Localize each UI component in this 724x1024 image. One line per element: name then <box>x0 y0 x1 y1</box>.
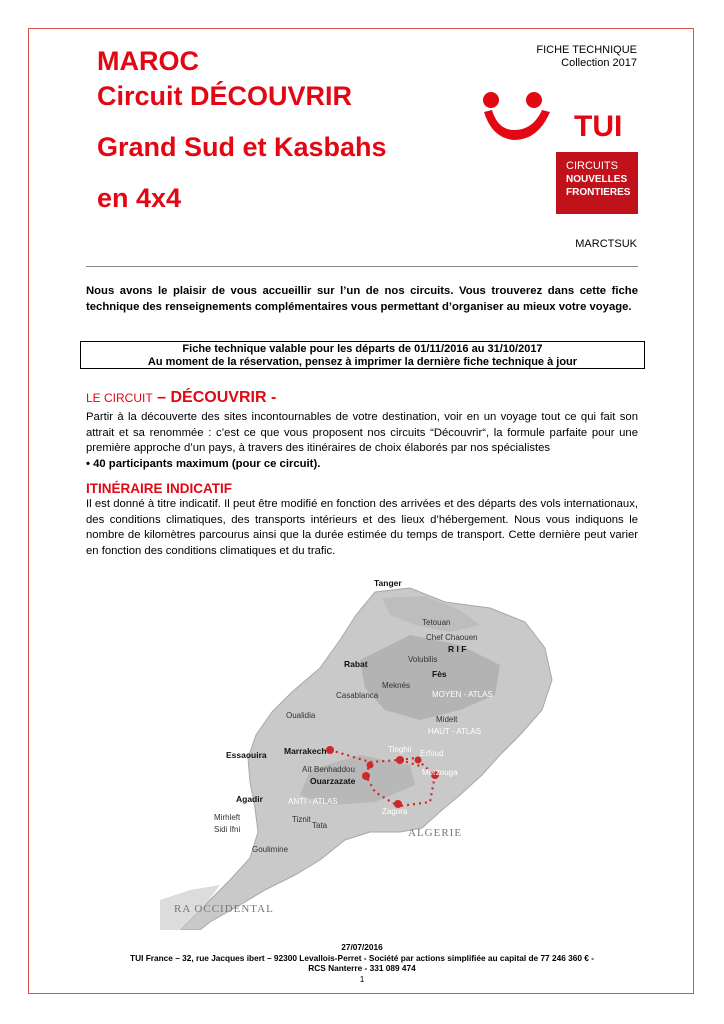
label-ouarzazate: Ouarzazate <box>310 776 356 786</box>
title-country: MAROC <box>97 46 199 76</box>
label-essaouira: Essaouira <box>226 750 267 760</box>
itinerary-heading: ITINÉRAIRE INDICATIF <box>86 481 232 496</box>
label-moyen-atlas: MOYEN - ATLAS <box>432 690 493 699</box>
collection: Collection 2017 <box>561 57 637 69</box>
label-tiznit: Tiznit <box>292 815 311 824</box>
route-map <box>160 570 570 930</box>
label-midelt: Midelt <box>436 715 458 724</box>
circuit-text-block <box>86 410 638 472</box>
circuits-badge <box>556 152 638 214</box>
label-erfoud: Erfoud <box>420 749 444 758</box>
map-svg <box>160 570 570 930</box>
label-fes: Fès <box>432 669 447 679</box>
label-volubilis: Volubilis <box>408 655 438 664</box>
validity-line1: Fiche technique valable pour les départs de 01/11/2016 au 31/10/2017 <box>182 343 543 355</box>
label-tata: Tata <box>312 821 328 830</box>
label-sidi-ifni: Sidi Ifni <box>214 825 241 834</box>
label-zagora: Zagora <box>382 807 408 816</box>
label-mirhleft: Mirhleft <box>214 813 241 822</box>
stop-marrakech <box>326 746 334 754</box>
label-tetouan: Tetouan <box>422 618 451 627</box>
logo-dot-left-icon <box>483 92 499 108</box>
label-chefchaouen: Chef Chaouen <box>426 633 478 642</box>
label-sahara: RA OCCIDENTAL <box>174 903 274 915</box>
label-rabat: Rabat <box>344 659 368 669</box>
label-tanger: Tanger <box>374 578 402 588</box>
label-algerie: ALGERIE <box>408 827 463 839</box>
label-oualidia: Oualidia <box>286 711 316 720</box>
circuit-text: Partir à la découverte des sites incontournables de votre destination, voir en un voyage tout ce qui fait son attrait et sa renommée : c’est ce que vous proposent nos circuits “Découvrir“, la formule parfaite pour une première approche d’un pays, à travers des itinéraires de choix élaborés par nos spécialistes <box>86 411 638 454</box>
label-goulimine: Goulimine <box>252 845 289 854</box>
label-anti-atlas: ANTI - ATLAS <box>288 797 338 806</box>
logo-dot-right-icon <box>526 92 542 108</box>
footer <box>86 942 638 984</box>
label-ait-benhaddou: Aït Benhaddou <box>302 765 355 774</box>
itinerary-text: Il est donné à titre indicatif. Il peut être modifié en fonction des arrivées et des départs des vols internationaux, des conditions climatiques, des transports intérieurs et des lieux d’hébergement. Nous vous indiquons le nombre de kilomètres parcourus ainsi que la durée estimée du temps de transport. Cette dernière peut varier en fonction des conditions climatiques et du trafic. <box>86 498 638 557</box>
stop-ouarzazate <box>362 772 370 780</box>
logo-smile-icon <box>484 110 550 140</box>
circuit-heading-big: – DÉCOUVRIR - <box>157 389 277 406</box>
footer-date: 27/07/2016 <box>341 942 383 952</box>
footer-company: TUI France – 32, rue Jacques ibert – 92300 Levallois-Perret - Société par actions simplifiée au capital de 77 246 360 € - <box>130 952 594 963</box>
label-casablanca: Casablanca <box>336 691 379 700</box>
title-vehicle: en 4x4 <box>97 183 182 213</box>
logo-brand: TUI <box>574 110 623 143</box>
label-rif: R I F <box>448 644 467 654</box>
page-number: 1 <box>359 973 365 984</box>
tui-logo <box>478 88 640 148</box>
header-divider <box>86 266 638 267</box>
intro-text: Nous avons le plaisir de vous accueillir sur l’un de nos circuits. Vous trouverez dans cette fiche technique des renseignements complémentaires vous permettant d’organiser au mieux votre voyage. <box>86 285 638 313</box>
badge-line2: NOUVELLES <box>566 174 628 185</box>
label-meknes: Meknès <box>382 681 411 690</box>
badge-line3: FRONTIERES <box>566 187 631 198</box>
label-haut-atlas: HAUT - ATLAS <box>428 727 482 736</box>
title-circuit: Circuit DÉCOUVRIR <box>97 81 353 111</box>
label-tinghir: Tinghir <box>388 745 413 754</box>
circuit-heading-small: LE CIRCUIT <box>86 391 153 405</box>
circuit-heading <box>86 389 276 407</box>
badge-line1: CIRCUITS <box>566 160 618 172</box>
circuit-max: • 40 participants maximum (pour ce circuit). <box>86 457 321 470</box>
validity-box <box>80 341 645 369</box>
doc-type: FICHE TECHNIQUE <box>536 44 637 56</box>
label-agadir: Agadir <box>236 794 263 804</box>
footer-rcs: RCS Nanterre - 331 089 474 <box>308 963 416 973</box>
validity-line2: Au moment de la réservation, pensez à imprimer la dernière fiche technique à jour <box>147 356 578 368</box>
label-merzouga: Merzouga <box>422 768 458 777</box>
stop-tinghir <box>396 756 404 764</box>
ref-code: MARCTSUK <box>575 238 637 250</box>
stop-aitbenhaddou <box>367 762 374 769</box>
label-marrakech: Marrakech <box>284 746 327 756</box>
title-name: Grand Sud et Kasbahs <box>97 132 387 162</box>
